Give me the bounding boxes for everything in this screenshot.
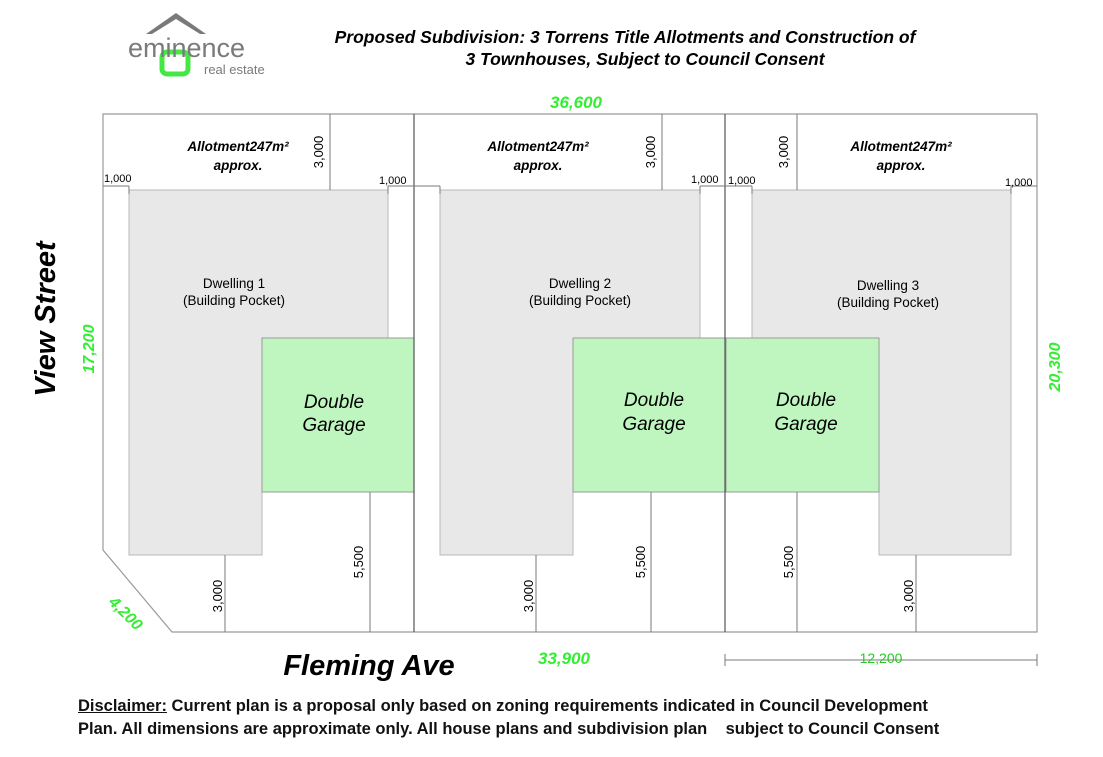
garage-1-line2: Garage [302, 415, 366, 436]
dim-front-setback-1: 3,000 [210, 579, 225, 613]
dim-corner-cut: 4,200 [105, 593, 146, 634]
garage-3-line1: Double [775, 390, 837, 411]
lot-1-allotment: Allotment247m² [187, 139, 289, 154]
dwelling-3-name: Dwelling 3 [856, 278, 920, 293]
logo-sub-text: real estate [204, 62, 265, 77]
garage-3-line2: Garage [774, 414, 838, 435]
dim-front-setback-2: 3,000 [521, 579, 536, 613]
dim-side-setback-2b: 1,000 [691, 174, 719, 186]
disclaimer-line-1 [78, 695, 1098, 718]
side-setbacks [104, 173, 1033, 189]
dim-right-lot-frontage: 12,200 [859, 650, 903, 666]
dim-rear-setback-1: 3,000 [311, 135, 326, 169]
dim-rear-setback-2: 3,000 [643, 135, 658, 169]
lot-1-approx: approx. [213, 158, 263, 173]
street-name-south: Fleming Ave [283, 650, 455, 682]
title-line-1: Proposed Subdivision: 3 Torrens Title Allotments and Construction of [334, 27, 916, 47]
garage-2-line1: Double [623, 390, 685, 411]
allotment-labels [186, 139, 952, 173]
lot-2-approx: approx. [513, 158, 563, 173]
lot-2-allotment: Allotment247m² [487, 139, 589, 154]
dwelling-2-name: Dwelling 2 [548, 276, 612, 291]
dim-garage-setback-2: 5,500 [633, 545, 648, 579]
lot-3-approx: approx. [876, 158, 926, 173]
garage-2-line2: Garage [622, 414, 686, 435]
disclaimer [78, 695, 1098, 741]
dim-side-setback-3a: 1,000 [728, 175, 756, 187]
garage-1-line1: Double [303, 392, 365, 413]
dim-top-total: 36,600 [550, 93, 602, 112]
dwelling-3-pocket: (Building Pocket) [836, 295, 940, 310]
dim-bottom-total: 33,900 [538, 649, 590, 668]
dim-side-setback-3b: 1,000 [1005, 177, 1033, 189]
disclaimer-label: Disclaimer: [78, 697, 167, 715]
disclaimer-line-2: Plan. All dimensions are approximate only. All house plans and subdivision plan subject to Council Consent [78, 720, 940, 738]
dwelling-2-pocket: (Building Pocket) [528, 293, 632, 308]
street-name-west: View Street [30, 241, 62, 397]
disclaimer-text-1: Current plan is a proposal only based on zoning requirements indicated in Council Development [166, 697, 928, 715]
logo-brand-text: eminence [128, 33, 246, 63]
dim-front-setback-3: 3,000 [901, 579, 916, 613]
dim-garage-setback-1: 5,500 [351, 545, 366, 579]
dim-west-side: 17,200 [81, 324, 98, 374]
dim-side-setback-1a: 1,000 [104, 173, 132, 185]
dim-rear-setback-3: 3,000 [776, 135, 791, 169]
title-line-2: 3 Townhouses, Subject to Council Consent [465, 49, 825, 69]
dwelling-1-pocket: (Building Pocket) [182, 293, 286, 308]
dim-garage-setback-3: 5,500 [781, 545, 796, 579]
lot-3-allotment: Allotment247m² [850, 139, 952, 154]
dim-east-side: 20,300 [1047, 342, 1064, 392]
dim-side-setback-1b: 1,000 [379, 175, 407, 187]
dwelling-1-name: Dwelling 1 [202, 276, 266, 291]
